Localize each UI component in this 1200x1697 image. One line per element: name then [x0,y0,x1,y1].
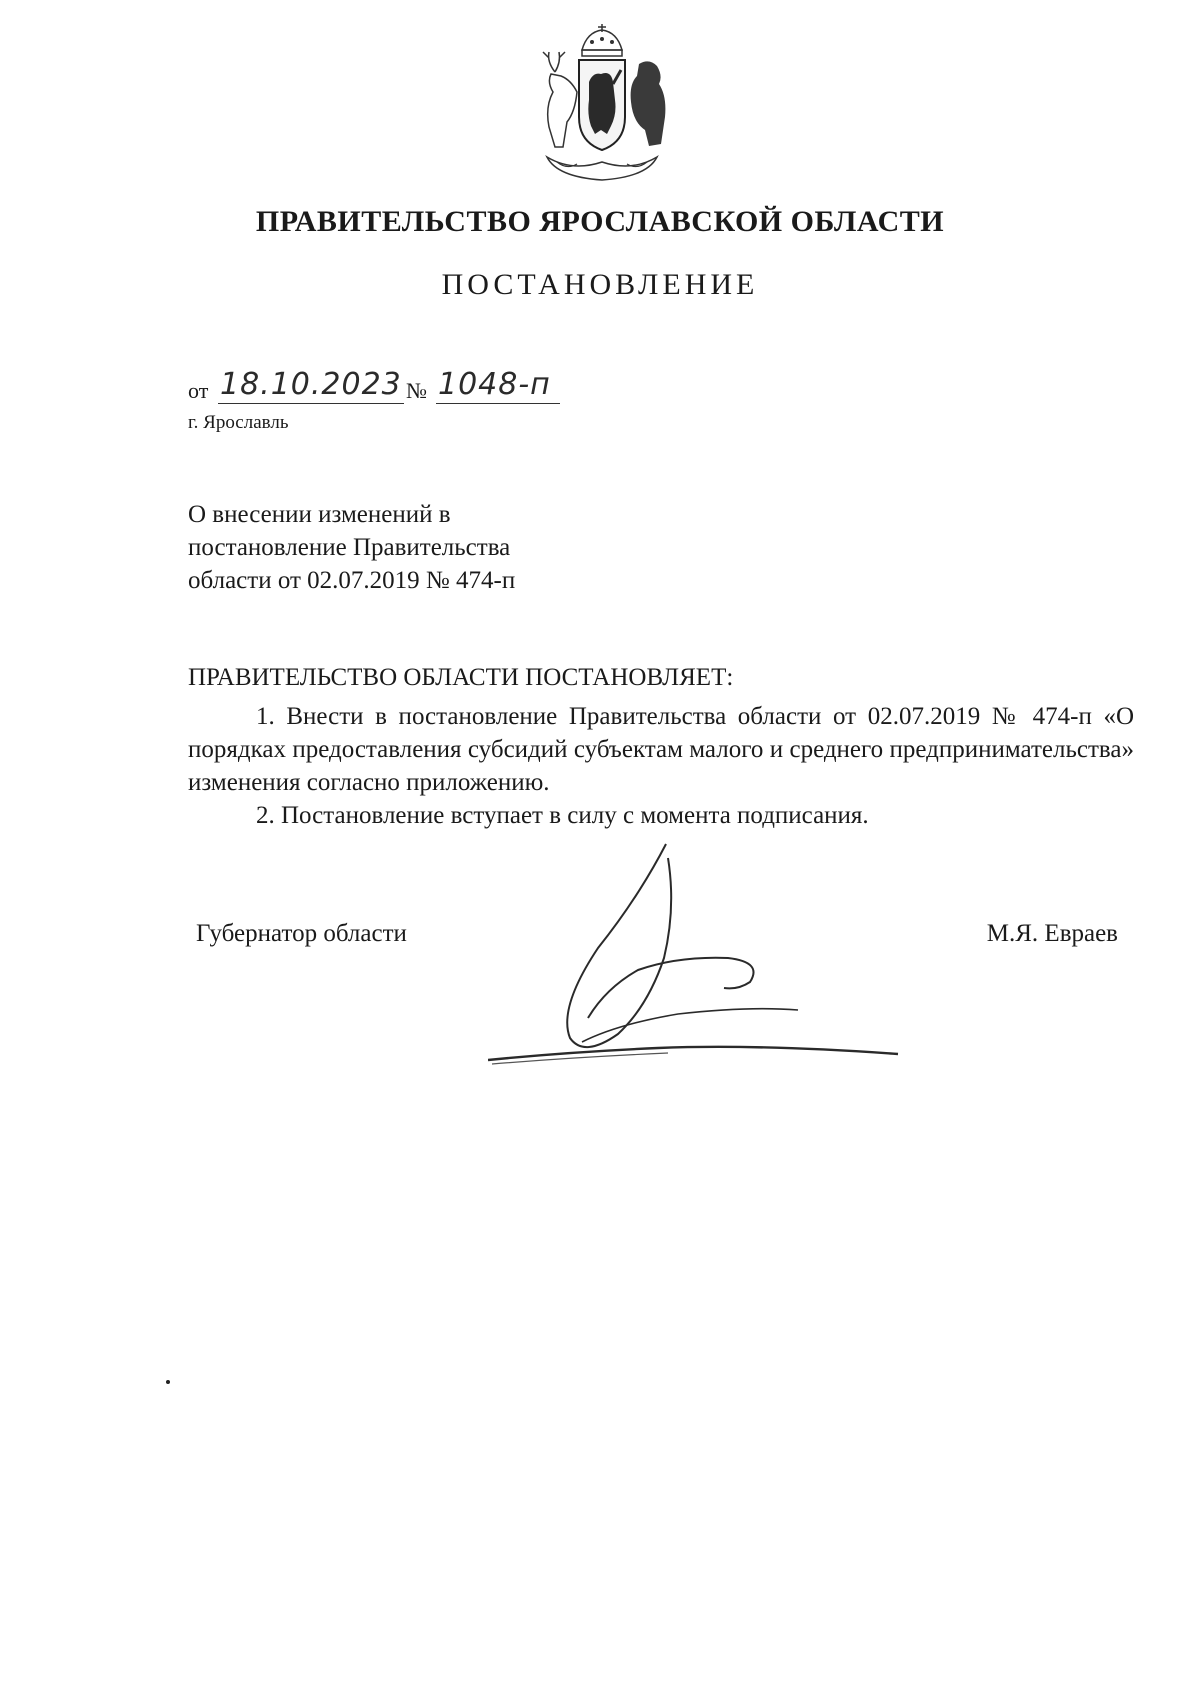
signatory-role: Губернатор области [196,920,407,947]
decree-paragraph: 1. Внести в постановление Правительства области от 02.07.2019 № 474-п «О порядках предоставления субсидий субъектам малого и среднего предпринимательства» изменения согласно приложению. [188,703,1134,796]
document-number: 1048-п [438,367,551,402]
number-label: № [406,378,427,403]
document-type: ПОСТАНОВЛЕНИЕ [441,268,759,301]
document-date: 18.10.2023 [220,367,402,402]
subject-line: постановление Правительства [188,534,511,561]
handwritten-signature [488,838,908,1068]
document-subject [188,498,515,597]
decree-body [188,700,1134,832]
scan-speck [166,1380,170,1384]
date-label: от [188,378,209,403]
coat-of-arms-emblem [527,22,677,187]
subject-line: О внесении изменений в [188,501,451,528]
city: г. Ярославль [188,412,289,433]
decree-paragraph: 2. Постановление вступает в силу с момента подписания. [256,802,869,829]
document-meta [188,367,588,410]
organization-title: ПРАВИТЕЛЬСТВО ЯРОСЛАВСКОЙ ОБЛАСТИ [255,205,945,238]
decree-heading: ПРАВИТЕЛЬСТВО ОБЛАСТИ ПОСТАНОВЛЯЕТ: [188,664,734,691]
subject-line: области от 02.07.2019 № 474-п [188,567,516,594]
signatory-name: М.Я. Евраев [986,920,1118,947]
